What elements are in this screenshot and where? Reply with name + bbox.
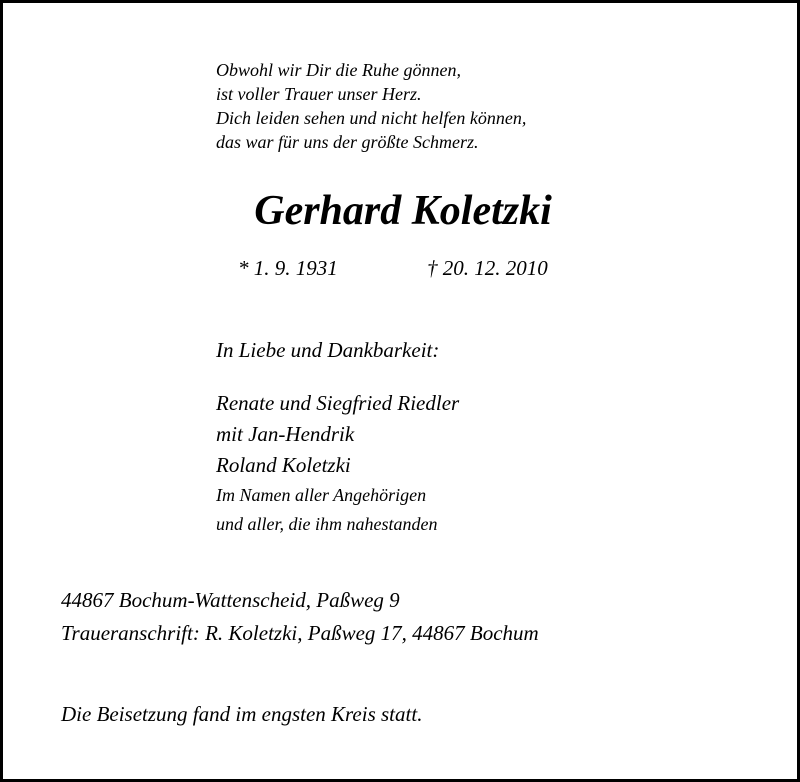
death-date: † 20. 12. 2010 bbox=[427, 256, 548, 280]
funeral-note: Die Beisetzung fand im engsten Kreis statt. bbox=[61, 702, 423, 726]
deceased-name: Gerhard Koletzki bbox=[254, 188, 552, 234]
mourning-address: Traueranschrift: R. Koletzki, Paßweg 17, 44867 Bochum bbox=[61, 621, 539, 645]
poem-line: Dich leiden sehen und nicht helfen können, bbox=[216, 108, 527, 128]
mourner-name: mit Jan-Hendrik bbox=[216, 422, 355, 446]
mourners-extra-line: und aller, die ihm nahestanden bbox=[216, 514, 438, 534]
poem bbox=[216, 58, 526, 154]
mourners-extra-line: Im Namen aller Angehörigen bbox=[216, 485, 427, 505]
mourners-list bbox=[216, 388, 459, 481]
poem-line: das war für uns der größte Schmerz. bbox=[216, 132, 479, 152]
poem-line: ist voller Trauer unser Herz. bbox=[216, 84, 422, 104]
poem-line: Obwohl wir Dir die Ruhe gönnen, bbox=[216, 60, 461, 80]
residence-address: 44867 Bochum-Wattenscheid, Paßweg 9 bbox=[61, 588, 400, 612]
birth-date: * 1. 9. 1931 bbox=[238, 256, 338, 280]
mourner-name: Renate und Siegfried Riedler bbox=[216, 391, 460, 415]
mourner-name: Roland Koletzki bbox=[216, 453, 351, 477]
gratitude-heading: In Liebe und Dankbarkeit: bbox=[216, 338, 440, 362]
mourners-extra bbox=[216, 481, 437, 539]
